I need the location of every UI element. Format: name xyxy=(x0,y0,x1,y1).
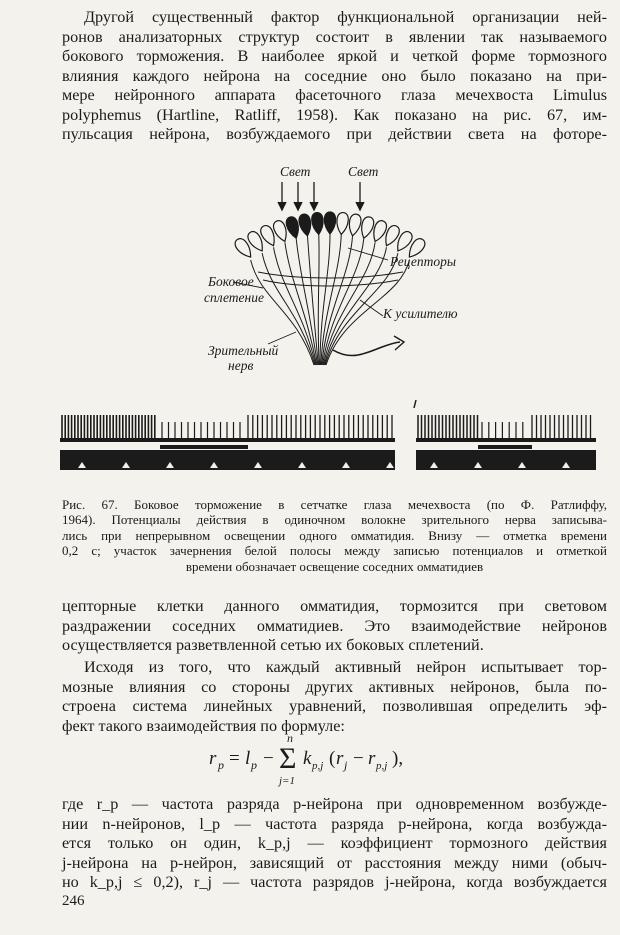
caption-line: лись при непрерывном освещении одного омматидия. Внизу — отметка времени xyxy=(62,527,607,543)
svg-text:k: k xyxy=(303,748,312,769)
svg-text:(: ( xyxy=(329,748,336,769)
text-line: бокового торможения. В наиболее яркой и четкой форме тормозного xyxy=(62,47,607,65)
svg-text:Σ: Σ xyxy=(279,742,297,775)
text-line: нии n-нейронов, l_p — частота разряда p-нейрона, когда возбуждa- xyxy=(62,814,607,833)
ommatidium xyxy=(381,224,401,249)
caption-line: Рис. 67. Боковое торможение в сетчатке глаза мечехвоста (по Ф. Ратлиффу, xyxy=(62,497,607,512)
text-line: ронов анализаторных структур состоит в явлении так называемого xyxy=(62,27,607,46)
equation-graphic xyxy=(205,730,505,790)
paragraph-inhibition-result xyxy=(62,597,607,656)
svg-text:−: − xyxy=(263,748,274,769)
svg-text:r: r xyxy=(368,748,376,769)
paragraph-variable-definitions xyxy=(62,795,607,893)
caption-line: 0,2 с; участок зачернения белой полосы между записью потенциалов и отметкой xyxy=(62,543,607,559)
text-line: фект такого взаимодействия по формуле: xyxy=(62,716,345,735)
svg-text:l: l xyxy=(245,748,251,769)
label-receptors: Рецепторы xyxy=(390,254,456,269)
text-line: j-нейрона на p-нейрон, зависящий от расстояния между ними (обыч- xyxy=(62,853,607,872)
ommatidium xyxy=(311,212,324,235)
text-line: мере нейронного аппарата фасеточного глаза мечехвоста Limulus xyxy=(62,86,607,104)
text-line: строена система линейных уравнений, позволившая определить эф- xyxy=(62,697,607,715)
caption-line: 1964). Потенциалы действия в одиночном волокне зрительного нерва записыва- xyxy=(62,512,607,528)
svg-text:p: p xyxy=(251,758,257,772)
ommatidium xyxy=(258,224,278,249)
text-line: Другой существенный фактор функциональной организации ней- xyxy=(84,8,607,26)
svg-text:p: p xyxy=(218,758,224,772)
label-optic-nerve-1: Зрительный xyxy=(208,343,279,358)
label-light-left: Свет xyxy=(280,164,311,179)
text-line: Исходя из того, что каждый активный нейрон испытывает тор- xyxy=(84,658,607,676)
ommatidium xyxy=(246,229,267,254)
svg-text:−: − xyxy=(353,748,364,769)
caption-line: времени обозначает освещение соседних омматидиев xyxy=(185,558,484,574)
figure-caption xyxy=(62,497,607,574)
page-number: 246 xyxy=(62,893,85,909)
sum-lower-limit: j=1 xyxy=(279,775,295,787)
svg-text:j: j xyxy=(344,758,348,772)
text-line: влияния каждого нейрона на соседние оно было показано на при- xyxy=(62,66,607,85)
text-line: но k_p,j ≤ 0,2), r_j — частота разрядов j-нейрона, когда возбуждается xyxy=(62,873,607,891)
paragraph-lateral-inhibition-intro xyxy=(62,8,607,145)
light-arrows-left xyxy=(278,182,318,210)
paragraph-linear-equations xyxy=(62,658,607,736)
label-lateral-plexus-1: Боковое xyxy=(208,274,254,289)
text-line: цепторные клетки данного омматидия, тормозится при световом xyxy=(62,597,607,615)
svg-text:r: r xyxy=(336,748,344,769)
sum-upper-limit: n xyxy=(287,731,293,745)
figure-67 xyxy=(58,160,608,490)
label-optic-nerve-2: нерв xyxy=(228,358,254,373)
label-light-right: Свет xyxy=(348,164,379,179)
light-arrow-right xyxy=(356,182,364,210)
svg-text:p,j: p,j xyxy=(376,760,388,772)
svg-text:=: = xyxy=(229,748,240,769)
text-line: polyphemus (Hartline, Ratliff, 1958). Как показано на рис. 67, им- xyxy=(62,105,607,124)
hartline-ratliff-equation xyxy=(205,730,505,790)
ommatidium xyxy=(393,229,414,254)
limulus-eye-diagram xyxy=(58,160,608,490)
svg-text:),: ), xyxy=(392,748,404,769)
ommatidium xyxy=(324,212,335,234)
text-line: пульсация нейрона, возбуждаемого при действии света на фоторе- xyxy=(62,125,607,143)
ommatidium xyxy=(347,213,362,237)
svg-text:r: r xyxy=(209,748,217,769)
ommatidium xyxy=(298,213,313,237)
svg-text:p,j: p,j xyxy=(312,760,324,772)
ommatidium xyxy=(336,212,349,235)
spike-recording-strip xyxy=(60,415,596,470)
label-lateral-plexus-2: сплетение xyxy=(204,290,264,305)
text-line: ется только он один, k_p,j — коэффициент тормозного действия xyxy=(62,834,607,852)
text-line: осуществляется разветвленной сетью их боковых сплетений. xyxy=(62,636,484,654)
ommatidium xyxy=(233,236,255,260)
label-to-amplifier: К усилителю xyxy=(383,306,458,321)
text-line: где r_p — частота разряда p-нейрона при одновременном возбужде- xyxy=(62,795,607,813)
text-line: раздражении соседних омматидиев. Это взаимодействие нейронов xyxy=(62,616,607,635)
text-line: мозные влияния со стороны других активных нейронов, была по- xyxy=(62,677,607,696)
